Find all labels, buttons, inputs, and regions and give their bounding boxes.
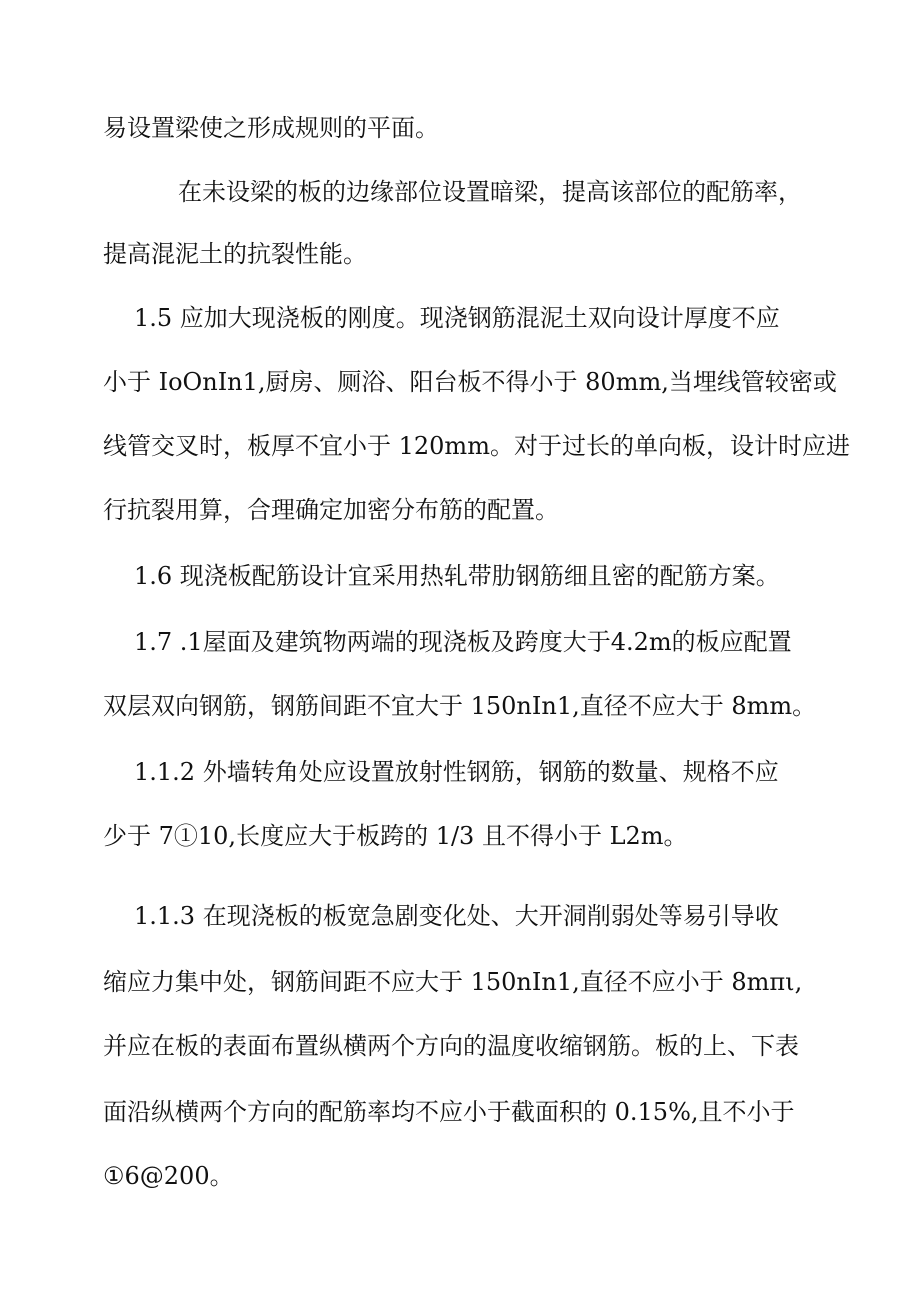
text-line: 双层双向钢筋，钢筋间距不宜大于 150nIn1,直径不应大于 8mm。: [103, 692, 817, 720]
section-1-7-line: 1.7 .1屋面及建筑物两端的现浇板及跨度大于4.2m的板应配置: [134, 628, 792, 656]
section-1-1-3-line: 1.1.3 在现浇板的板宽急剧变化处、大开洞削弱处等易引导收: [134, 902, 779, 930]
text-line: 行抗裂用算，合理确定加密分布筋的配置。: [103, 496, 559, 524]
text-line: 易设置梁使之形成规则的平面。: [103, 114, 439, 142]
text-line: 少于 7①10,长度应大于板跨的 1/3 且不得小于 L2m。: [103, 822, 688, 850]
section-1-1-2-line: 1.1.2 外墙转角处应设置放射性钢筋，钢筋的数量、规格不应: [134, 758, 779, 786]
section-1-6-line: 1.6 现浇板配筋设计宜采用热轧带肋钢筋细且密的配筋方案。: [134, 562, 780, 590]
text-line: 并应在板的表面布置纵横两个方向的温度收缩钢筋。板的上、下表: [103, 1032, 799, 1060]
text-line: 提高混泥土的抗裂性能。: [103, 240, 367, 268]
text-line: 线管交叉时，板厚不宜小于 120mm。对于过长的单向板，设计时应进: [103, 432, 850, 460]
text-line: ①6@200。: [103, 1162, 234, 1190]
text-line: 缩应力集中处，钢筋间距不应大于 150nIn1,直径不应小于 8mπι,: [103, 968, 803, 996]
text-line: 面沿纵横两个方向的配筋率均不应小于截面积的 0.15%,且不小于: [103, 1098, 795, 1126]
section-1-5-line: 1.5 应加大现浇板的刚度。现浇钢筋混泥土双向设计厚度不应: [134, 304, 780, 332]
text-line: 小于 IoOnIn1,厨房、厕浴、阳台板不得小于 80mm,当埋线管较密或: [103, 368, 837, 396]
paragraph-start-line: 在未设梁的板的边缘部位设置暗梁，提高该部位的配筋率，: [178, 178, 802, 206]
